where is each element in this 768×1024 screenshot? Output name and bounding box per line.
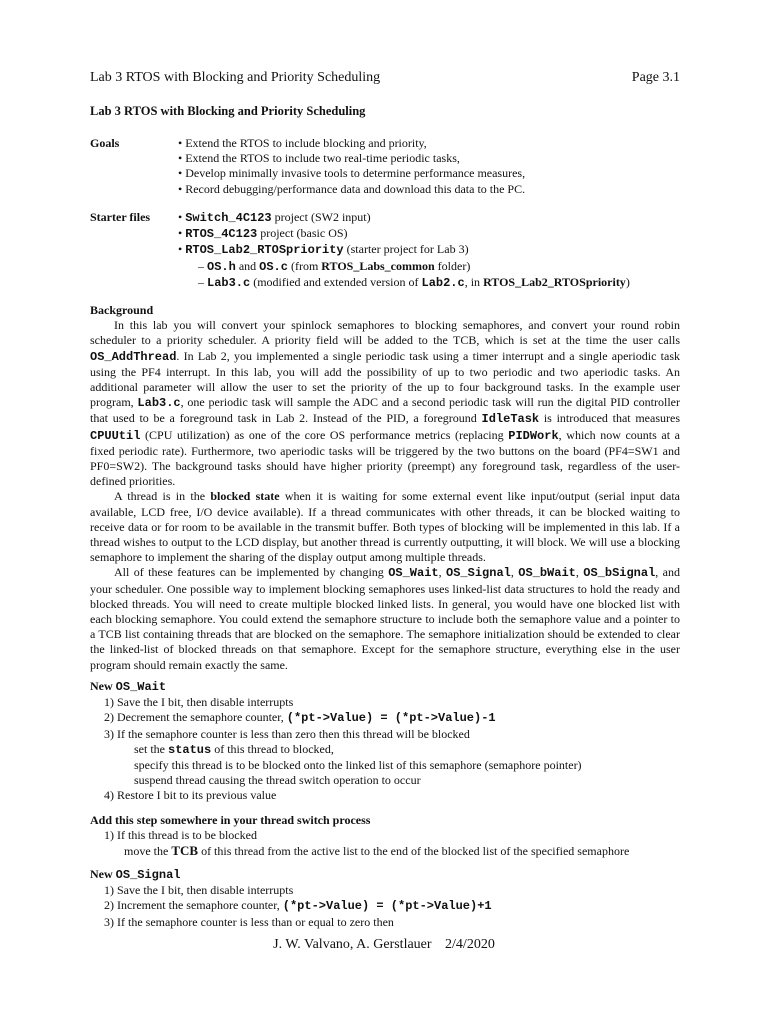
- step-item: 1) If this thread is to be blocked: [104, 828, 257, 843]
- document-title: Lab 3 RTOS with Blocking and Priority Scheduling: [90, 104, 366, 118]
- header-title: Lab 3 RTOS with Blocking and Priority Scheduling: [90, 70, 381, 85]
- thread-switch-heading: Add this step somewhere in your thread switch process: [90, 813, 371, 827]
- new-os-wait-steps: [90, 695, 680, 803]
- thread-switch-section: [90, 813, 680, 860]
- new-os-signal-steps: [90, 883, 680, 930]
- new-os-signal-heading: New OS_Signal: [90, 867, 181, 882]
- step-item: 4) Restore I bit to its previous value: [104, 788, 277, 803]
- starter-item: • RTOS_4C123 project (basic OS): [178, 226, 348, 242]
- starter-subitem: – OS.h and OS.c (from RTOS_Labs_common folder): [198, 258, 471, 274]
- page-number: Page 3.1: [631, 70, 680, 85]
- goal-item: • Develop minimally invasive tools to determine performance measures,: [178, 166, 526, 181]
- goals-list: [178, 136, 678, 197]
- new-os-wait-heading: New OS_Wait: [90, 679, 167, 694]
- step-item: 2) Decrement the semaphore counter, (*pt->Value) = (*pt->Value)-1: [104, 710, 496, 726]
- step-subitem: move the TCB of this thread from the active list to the end of the blocked list of the specified semaphore: [124, 843, 630, 859]
- goals-label: Goals: [90, 136, 120, 150]
- starter-subitem: – Lab3.c (modified and extended version of Lab2.c, in RTOS_Lab2_RTOSpriority): [198, 274, 630, 290]
- step-subitem: specify this thread is to be blocked onto the linked list of this semaphore (semaphore pointer): [134, 758, 582, 773]
- starter-files-list: [178, 210, 678, 291]
- goal-item: • Record debugging/performance data and download this data to the PC.: [178, 181, 526, 196]
- step-subitem: suspend thread causing the thread switch operation to occur: [134, 773, 421, 788]
- step-item: 2) Increment the semaphore counter, (*pt->Value) = (*pt->Value)+1: [104, 898, 492, 914]
- thread-switch-steps: [90, 828, 680, 859]
- footer-date: 2/4/2020: [445, 937, 495, 952]
- starter-item: • RTOS_Lab2_RTOSpriority (starter project for Lab 3): [178, 242, 469, 258]
- step-item: 3) If the semaphore counter is less than or equal to zero then: [104, 914, 394, 929]
- starter-files-label: Starter files: [90, 210, 151, 224]
- starter-item: • Switch_4C123 project (SW2 input): [178, 210, 371, 225]
- goal-item: • Extend the RTOS to include blocking and priority,: [178, 136, 427, 150]
- new-os-wait-section: [90, 679, 680, 804]
- step-subitem: set the status of this thread to blocked,: [134, 741, 334, 757]
- background-paragraph-3: All of these features can be implemented by changing OS_Wait, OS_Signal, OS_bWait, OS_bSignal, and your scheduler. One possible way to implement blocking semaphores uses linked-list data structures to hold the ready and blocked threads. You will need to create multiple blocked linked lists. In general, you would have one blocked list with each blocking semaphore. You could extend the semaphore structure to include both the semaphore value and a pointer to a TCB list containing threads that are blocked on the semaphore. The semaphore initialization should be extended to clear the linked-list of blocked threads on that semaphore. Except for the semaphore structure, everything else in the user program should remain exactly the same.: [90, 565, 681, 672]
- background-heading: Background: [90, 303, 154, 317]
- page-header: [90, 70, 680, 90]
- step-item: 1) Save the I bit, then disable interrupts: [104, 883, 294, 898]
- background-paragraph-2: A thread is in the blocked state when it is waiting for some external event like input/output (serial input data available, LCD free, I/O device available). If a thread communicates with other threads, it can be blocked waiting to receive data or for room to be available in the transmit buffer. Both types of blocking will be implemented in this lab. If a thread wishes to output to the LCD display, but another thread is currently outputting, it will block. We will use a blocking semaphore to implement the sharing of the display output among multiple threads.: [90, 489, 680, 565]
- page-footer: [0, 937, 768, 953]
- new-os-signal-section: [90, 867, 680, 930]
- step-item: 3) If the semaphore counter is less than zero then this thread will be blocked: [104, 726, 470, 741]
- footer-authors: J. W. Valvano, A. Gerstlauer: [273, 937, 432, 952]
- background-section: [90, 303, 680, 673]
- goal-item: • Extend the RTOS to include two real-time periodic tasks,: [178, 151, 460, 166]
- background-paragraph-1: In this lab you will convert your spinlock semaphores to blocking semaphores, and convert your round robin scheduler to a priority scheduler. A priority field will be added to the TCB, which is set at the time the user calls OS_AddThread. In Lab 2, you implemented a single periodic task using a timer interrupt and a single aperiodic task using the PF4 interrupt. In this lab, you will add the possibility of up to two periodic and two aperiodic tasks. An additional parameter will allow the user to set the priority of the up to four background tasks. In the example user program, Lab3.c, one periodic task will sample the ADC and a second periodic task will run the digital PID controller that used to be a foreground task in Lab 2. Instead of the PID, a foreground IdleTask is introduced that measures CPUUtil (CPU utilization) as one of the core OS performance metrics (replacing PIDWork, which now counts at a fixed periodic rate). Furthermore, two aperiodic tasks will be triggered by the two buttons on the board (PF4=SW1 and PF0=SW2). The background tasks should have higher priority (preempt) any foreground task, regardless of the user-defined priorities.: [90, 318, 681, 489]
- step-item: 1) Save the I bit, then disable interrupts: [104, 695, 294, 710]
